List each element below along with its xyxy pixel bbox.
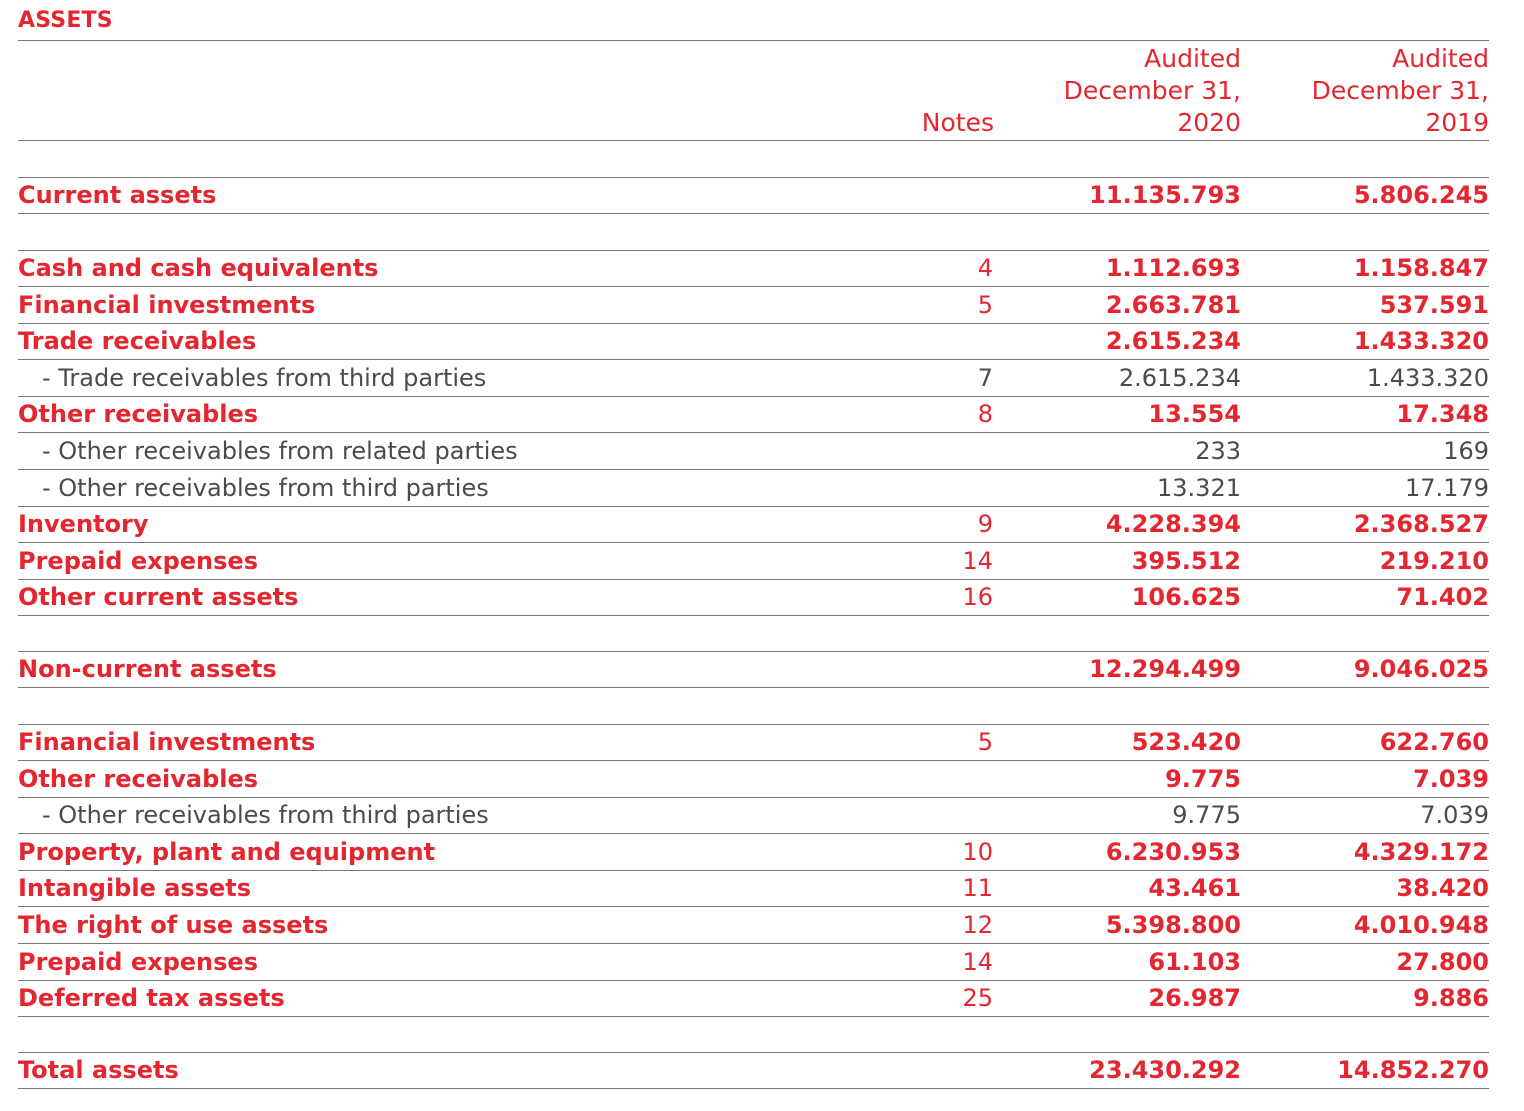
row-value-2019: 219.210 [1379,546,1489,575]
header-2020-line1: Audited [1144,44,1241,73]
row-label: - Other receivables from third parties [42,801,489,830]
row-label: Intangible assets [18,874,252,903]
row-value-2019: 4.010.948 [1353,911,1489,939]
row-value-2020: 43.461 [1148,874,1241,903]
row-label: - Other receivables from related parties [42,437,518,465]
row-note: 14 [962,947,993,976]
row-value-2020: 1.112.693 [1105,254,1241,282]
row-label: - Other receivables from third parties [42,473,489,502]
row-label: Prepaid expenses [18,947,258,976]
header-2020 [1064,43,1241,139]
row-label: Current assets [18,181,217,209]
row-value-2020: 4.228.394 [1105,510,1241,539]
table-row [18,651,1489,688]
row-value-2020: 26.987 [1148,984,1241,1013]
row-label: Financial investments [18,728,316,756]
title-rule [18,40,1489,41]
table-row [18,797,1489,834]
row-value-2020: 9.775 [1165,764,1241,793]
table-row [18,433,1489,470]
table-row [18,177,1489,214]
row-value-2020: 106.625 [1131,583,1241,612]
row-value-2020: 2.663.781 [1105,290,1241,319]
row-value-2019: 17.348 [1396,400,1489,429]
row-note: 8 [977,400,993,429]
header-2020-line3: 2020 [1177,108,1241,137]
row-value-2020: 23.430.292 [1089,1056,1241,1084]
row-value-2019: 169 [1443,437,1489,465]
row-note: 7 [977,363,993,392]
row-value-2020: 5.398.800 [1105,911,1241,939]
row-label: The right of use assets [18,911,329,939]
row-value-2020: 13.554 [1148,400,1241,429]
row-label: Prepaid expenses [18,546,258,575]
table-row [18,579,1489,616]
table-row [18,287,1489,324]
row-value-2020: 12.294.499 [1089,655,1241,683]
header-notes: Notes [921,108,994,137]
row-value-2019: 7.039 [1413,764,1489,793]
row-value-2020: 233 [1195,437,1241,465]
row-label: Other receivables [18,764,259,793]
row-note: 16 [962,583,993,612]
table-row [18,360,1489,397]
row-note: 10 [962,837,993,866]
row-value-2019: 71.402 [1396,583,1489,612]
row-value-2019: 9.886 [1413,984,1489,1013]
row-value-2020: 13.321 [1157,473,1241,502]
row-label: - Trade receivables from third parties [42,363,487,392]
row-label: Trade receivables [18,327,257,356]
row-value-2019: 5.806.245 [1353,181,1489,209]
row-label: Deferred tax assets [18,984,285,1013]
table-row [18,834,1489,871]
row-value-2019: 38.420 [1396,874,1489,903]
table-row [18,506,1489,543]
header-2019-line2: December 31, [1311,76,1489,105]
table-row [18,870,1489,907]
table-row [18,907,1489,944]
row-value-2020: 6.230.953 [1105,837,1241,866]
row-value-2020: 11.135.793 [1089,181,1241,209]
row-value-2019: 4.329.172 [1353,837,1489,866]
table-row [18,724,1489,761]
row-note: 25 [962,984,993,1013]
row-note: 4 [977,254,993,282]
row-value-2020: 61.103 [1148,947,1241,976]
row-value-2019: 622.760 [1379,728,1489,756]
row-value-2020: 395.512 [1131,546,1241,575]
row-note: 9 [977,510,993,539]
row-value-2019: 9.046.025 [1353,655,1489,683]
table-row [18,396,1489,433]
row-value-2020: 2.615.234 [1118,363,1241,392]
row-value-2019: 2.368.527 [1353,510,1489,539]
row-value-2019: 1.158.847 [1353,254,1489,282]
row-value-2020: 523.420 [1131,728,1241,756]
row-value-2019: 14.852.270 [1337,1056,1489,1084]
row-note: 5 [977,728,993,756]
header-2019 [1312,43,1489,139]
row-label: Other receivables [18,400,259,429]
table-row [18,543,1489,580]
table-row [18,980,1489,1017]
row-value-2019: 7.039 [1420,801,1489,830]
row-label: Total assets [18,1056,179,1084]
row-value-2019: 1.433.320 [1366,363,1489,392]
table-row [18,250,1489,287]
row-note: 14 [962,546,993,575]
table-row [18,761,1489,798]
table-row [18,323,1489,360]
row-value-2019: 27.800 [1396,947,1489,976]
row-value-2020: 2.615.234 [1105,327,1241,356]
row-value-2019: 17.179 [1405,473,1489,502]
table-row [18,1052,1489,1089]
table-row [18,944,1489,981]
row-label: Cash and cash equivalents [18,254,379,282]
header-2019-line3: 2019 [1425,108,1489,137]
row-value-2019: 537.591 [1379,290,1489,319]
row-value-2019: 1.433.320 [1353,327,1489,356]
row-label: Inventory [18,510,149,539]
row-value-2020: 9.775 [1172,801,1241,830]
header-rule [18,140,1489,141]
row-label: Financial investments [18,290,316,319]
row-note: 5 [977,290,993,319]
row-label: Other current assets [18,583,299,612]
table-row [18,470,1489,507]
row-label: Property, plant and equipment [18,837,436,866]
page-title: ASSETS [18,8,113,33]
row-label: Non-current assets [18,655,277,683]
header-2019-line1: Audited [1392,44,1489,73]
row-note: 11 [962,874,993,903]
header-2020-line2: December 31, [1063,76,1241,105]
row-note: 12 [962,911,993,939]
